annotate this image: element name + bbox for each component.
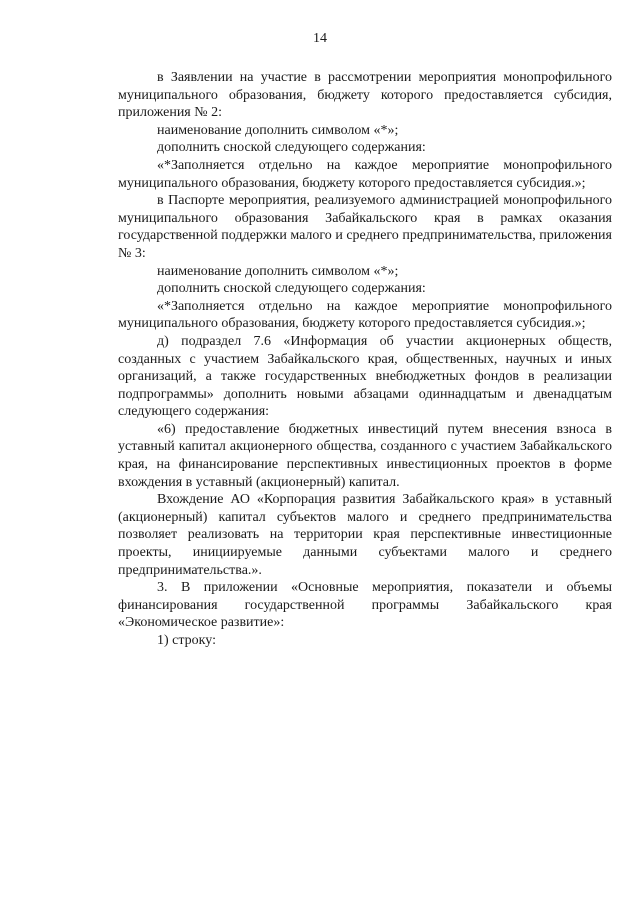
- paragraph: «*Заполняется отдельно на каждое мероприятие монопрофильного муниципального образования, бюджету которого предоставляется субсидия.»;: [118, 298, 612, 332]
- paragraph: в Паспорте мероприятия, реализуемого администрацией монопрофильного муниципального образования Забайкальского края в рамках оказания государственной поддержки малого и среднего предпринимательства, приложения № 3:: [118, 193, 612, 261]
- paragraph: дополнить сноской следующего содержания:: [157, 140, 426, 156]
- paragraph: «6) предоставление бюджетных инвестиций путем внесения взноса в уставный капитал акционерного общества, созданного с участием Забайкальского края, на финансирование перспективных инвестиционных проектов в форме вхождения в уставный (акционерный) капитал.: [118, 421, 612, 490]
- paragraph: 1) строку:: [157, 633, 216, 648]
- paragraph: 3. В приложении «Основные мероприятия, показатели и объемы финансирования государственной программы Забайкальского края «Экономическое развитие»:: [118, 580, 612, 631]
- document-body: [118, 69, 612, 650]
- paragraph: наименование дополнить символом «*»;: [157, 122, 399, 138]
- paragraph: д) подраздел 7.6 «Информация об участии акционерных обществ, созданных с участием Забайкальского края, общественных, научных и иных организаций, а также государственных внебюджетных фондов в реализации подпрограммы» дополнить новыми абзацами одиннадцатым и двенадцатым следующего содержания:: [118, 333, 612, 420]
- paragraph: «*Заполняется отдельно на каждое мероприятие монопрофильного муниципального образования, бюджету которого предоставляется субсидия.»;: [118, 157, 612, 191]
- paragraph: в Заявлении на участие в рассмотрении мероприятия монопрофильного муниципального образования, бюджету которого предоставляется субсидия, приложения № 2:: [118, 70, 612, 121]
- page-number: 14: [313, 31, 327, 46]
- paragraph: дополнить сноской следующего содержания:: [157, 281, 426, 297]
- paragraph: наименование дополнить символом «*»;: [157, 263, 399, 279]
- paragraph: Вхождение АО «Корпорация развития Забайкальского края» в уставный (акционерный) капитал субъектов малого и среднего предпринимательства позволяет реализовать на территории края перспективные инвестиционные проекты, инициируемые данными субъектами малого и среднего предпринимательства.».: [118, 492, 612, 578]
